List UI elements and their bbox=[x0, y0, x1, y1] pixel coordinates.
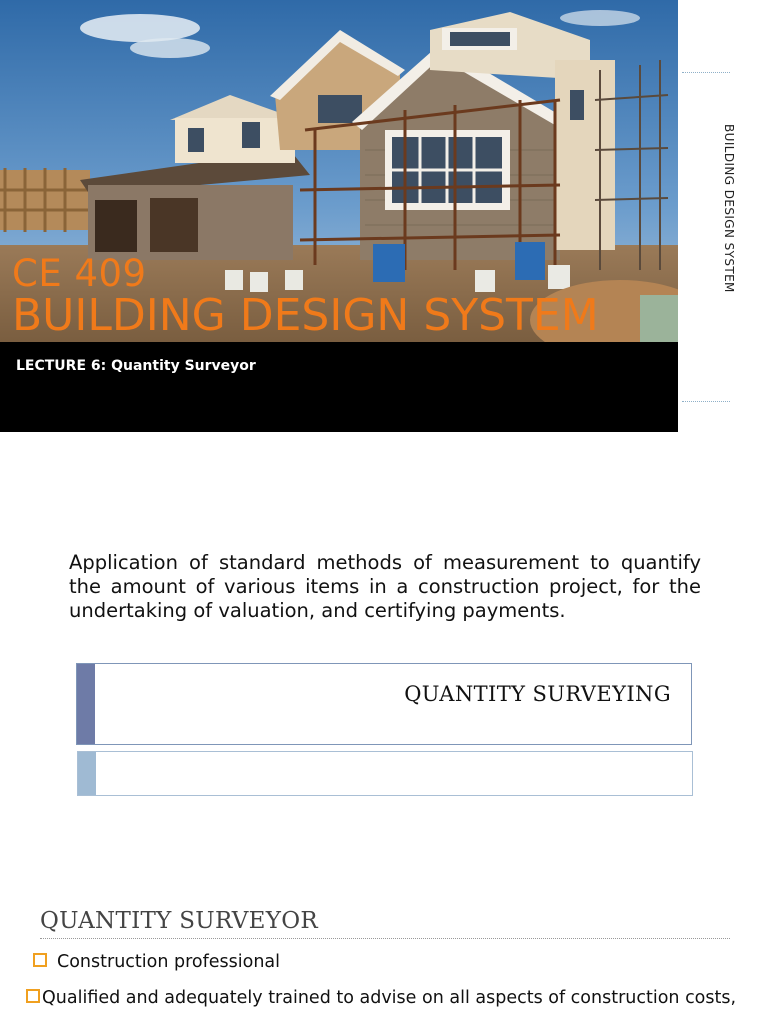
side-divider-top bbox=[682, 72, 730, 73]
definition-text: Application of standard methods of measurement to quantify the amount of various items in a construction project, for the undertaking of valuation, and certifying payments. bbox=[69, 551, 701, 622]
bullet-text: Qualified and adequately trained to advise on all aspects of construction costs, bbox=[42, 988, 737, 1008]
title-underline bbox=[40, 938, 730, 939]
bullet-item bbox=[33, 952, 280, 972]
box-accent-bar-light bbox=[78, 752, 96, 795]
quantity-surveying-box bbox=[76, 663, 692, 745]
lecture-band bbox=[0, 342, 678, 432]
side-divider-bottom bbox=[682, 401, 730, 402]
empty-box bbox=[77, 751, 693, 796]
title-slide bbox=[0, 0, 768, 432]
course-title: BUILDING DESIGN SYSTEM bbox=[12, 290, 599, 341]
box-accent-bar bbox=[77, 664, 95, 744]
side-running-title: BUILDING DESIGN SYSTEM bbox=[722, 124, 736, 293]
bullet-text: Construction professional bbox=[57, 952, 281, 972]
box-label: QUANTITY SURVEYING bbox=[404, 682, 671, 706]
slide-title: QUANTITY SURVEYOR bbox=[40, 908, 319, 934]
square-bullet-icon bbox=[33, 953, 47, 967]
square-bullet-icon bbox=[26, 989, 40, 1003]
course-code: CE 409 bbox=[12, 252, 147, 295]
bullet-item bbox=[26, 988, 737, 1008]
lecture-subtitle: LECTURE 6: Quantity Surveyor bbox=[16, 358, 256, 374]
